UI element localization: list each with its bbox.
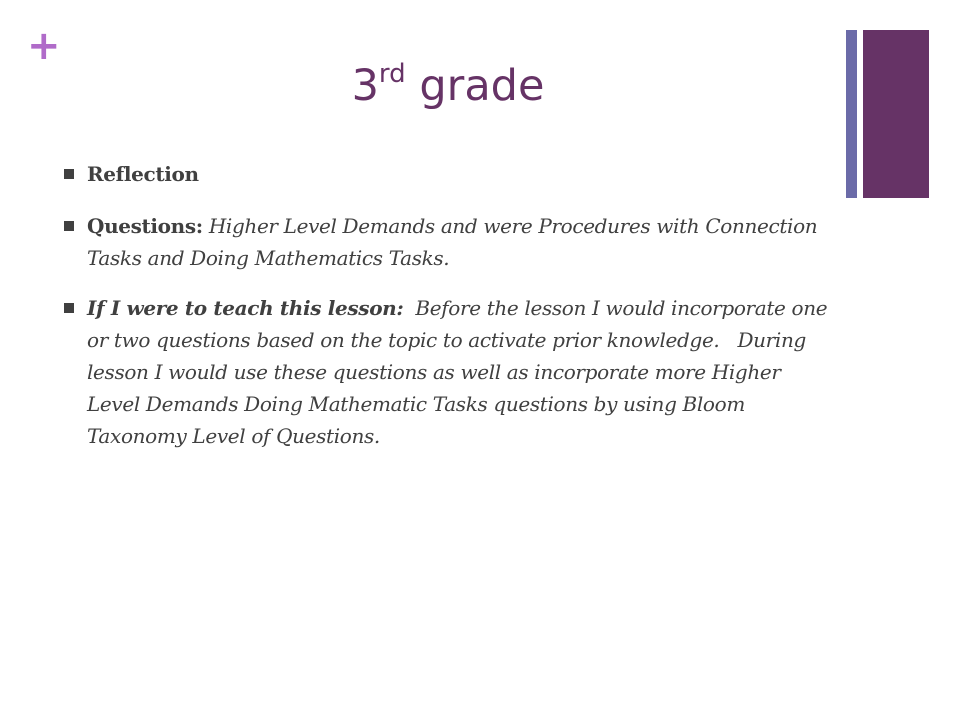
bullet-text: Higher Level Demands and were Procedures with Connection Tasks and Doing Mathematics Tasks. <box>87 214 824 270</box>
plus-icon: + <box>27 23 61 69</box>
bullet-lead: Reflection <box>87 162 199 186</box>
bullet-lead: If I were to teach this lesson: <box>87 296 404 320</box>
bullet-item-questions <box>64 210 834 274</box>
slide-title <box>0 56 896 116</box>
bullet-list <box>64 158 834 470</box>
title-number: 3 <box>351 61 379 111</box>
bullet-item-teach-lesson <box>64 292 834 452</box>
bullet-marker-icon <box>64 303 74 313</box>
title-rest: grade <box>405 61 545 111</box>
title-superscript: rd <box>378 59 406 89</box>
bullet-lead: Questions: <box>87 214 203 238</box>
bullet-text: Before the lesson I would incorporate one or two questions based on the topic to activate prior knowledge. During lesson I would use these questions as well as incorporate more Higher Level Demands Doing Mathematic Tasks questions by using Bloom Taxonomy Level of Questions. <box>87 296 834 448</box>
bullet-item-reflection <box>64 158 834 190</box>
bullet-marker-icon <box>64 221 74 231</box>
bullet-marker-icon <box>64 169 74 179</box>
